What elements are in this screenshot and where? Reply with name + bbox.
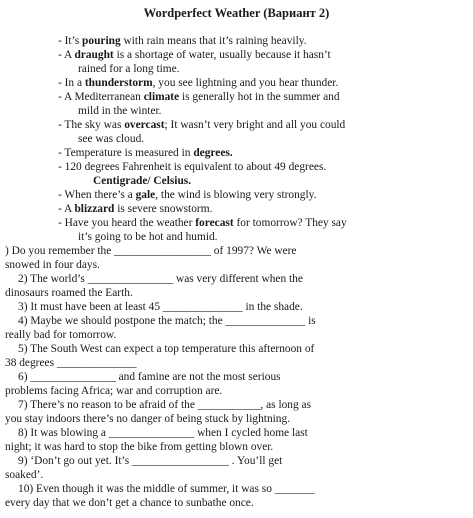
definition-line	[58, 48, 331, 62]
vocabulary-term: degrees.	[193, 147, 233, 159]
page-title: Wordperfect Weather (Вариант 2)	[143, 6, 330, 20]
exercise-line: night; it was hard to stop the bike from getting blown over.	[5, 441, 274, 453]
definition-text: - A	[58, 203, 75, 215]
definition-line	[78, 104, 162, 118]
definition-line	[58, 216, 347, 230]
definition-line	[58, 202, 212, 216]
definition-text: it’s going to be hot and humid.	[78, 231, 218, 243]
exercise-line: problems facing Africa; war and corruption are.	[5, 385, 223, 397]
vocabulary-term: overcast	[124, 119, 165, 131]
definition-text: rained for a long time.	[78, 63, 180, 75]
exercise-line: 5) The South West can expect a top temperature this afternoon of	[18, 343, 315, 355]
exercise-line: every day that we don’t get a chance to sunbathe once.	[5, 497, 254, 509]
exercise-line: 2) The world’s _______________ was very different when the	[18, 273, 303, 285]
definition-line	[58, 90, 340, 104]
definition-line	[78, 62, 180, 76]
vocabulary-term: forecast	[195, 217, 234, 229]
vocabulary-term: pouring	[82, 35, 121, 47]
definition-text: - 120 degrees Fahrenheit is equivalent to about 49 degrees.	[58, 161, 327, 173]
vocabulary-term: gale	[135, 189, 156, 201]
exercise-line: snowed in four days.	[5, 259, 100, 271]
exercise-line: really bad for tomorrow.	[5, 329, 117, 341]
definition-text: - When there’s a	[58, 189, 136, 201]
vocabulary-term: Centigrade/ Celsius.	[93, 175, 192, 187]
exercise-line: ) Do you remember the _________________ of 1997? We were	[5, 245, 297, 257]
definition-text: mild in the winter.	[78, 105, 162, 117]
vocabulary-term: climate	[143, 91, 180, 103]
definition-text: - The sky was	[58, 119, 125, 131]
definition-text: - Temperature is measured in	[58, 147, 194, 159]
definition-text: with rain means that it’s raining heavily.	[120, 35, 307, 47]
exercise-line: 9) ‘Don’t go out yet. It’s _________________ . You’ll get	[18, 455, 283, 467]
exercise-line: 6) _______________ and famine are not the most serious	[18, 371, 281, 383]
definition-text: , you see lightning and you hear thunder.	[152, 77, 339, 89]
exercise-line: dinosaurs roamed the Earth.	[5, 287, 133, 299]
exercise-line: 38 degrees ______________	[5, 357, 137, 369]
definition-text: for tomorrow? They say	[233, 217, 347, 229]
vocabulary-term: draught	[74, 49, 114, 61]
exercise-line: 7) There’s no reason to be afraid of the ___________, as long as	[18, 399, 312, 411]
definition-text: - Have you heard the weather	[58, 217, 196, 229]
definition-line	[78, 132, 144, 146]
definition-line	[93, 174, 191, 188]
exercise-line: you stay indoors there’s no danger of being stuck by lightning.	[5, 413, 291, 425]
definition-line	[78, 230, 218, 244]
definition-text: is generally hot in the summer and	[179, 91, 340, 103]
definition-text: , the wind is blowing very strongly.	[155, 189, 317, 201]
definition-line	[58, 34, 307, 48]
exercise-line: 3) It must have been at least 45 ______________ in the shade.	[18, 301, 303, 313]
definition-line	[58, 188, 316, 202]
definition-line	[58, 76, 338, 90]
definition-text: see was cloud.	[78, 133, 145, 145]
exercise-line: soaked’.	[5, 469, 44, 481]
definition-text: is a shortage of water, usually because it hasn’t	[113, 49, 331, 61]
exercise-line: 10) Even though it was the middle of summer, it was so _______	[18, 483, 315, 495]
definition-text: - It’s	[58, 35, 83, 47]
vocabulary-term: thunderstorm	[84, 77, 153, 89]
definition-text: ; It wasn’t very bright and all you could	[164, 119, 346, 131]
definition-text: is severe snowstorm.	[114, 203, 213, 215]
definition-line	[58, 160, 326, 174]
definition-text: - In a	[58, 77, 85, 89]
exercise-line: 4) Maybe we should postpone the match; the ______________ is	[18, 315, 316, 327]
exercise-line: 8) It was blowing a _______________ when I cycled home last	[18, 427, 308, 439]
vocabulary-term: blizzard	[74, 203, 115, 215]
definition-text: - A Mediterranean	[58, 91, 144, 103]
definition-line	[58, 146, 233, 160]
definition-line	[58, 118, 345, 132]
definition-text: - A	[58, 49, 75, 61]
